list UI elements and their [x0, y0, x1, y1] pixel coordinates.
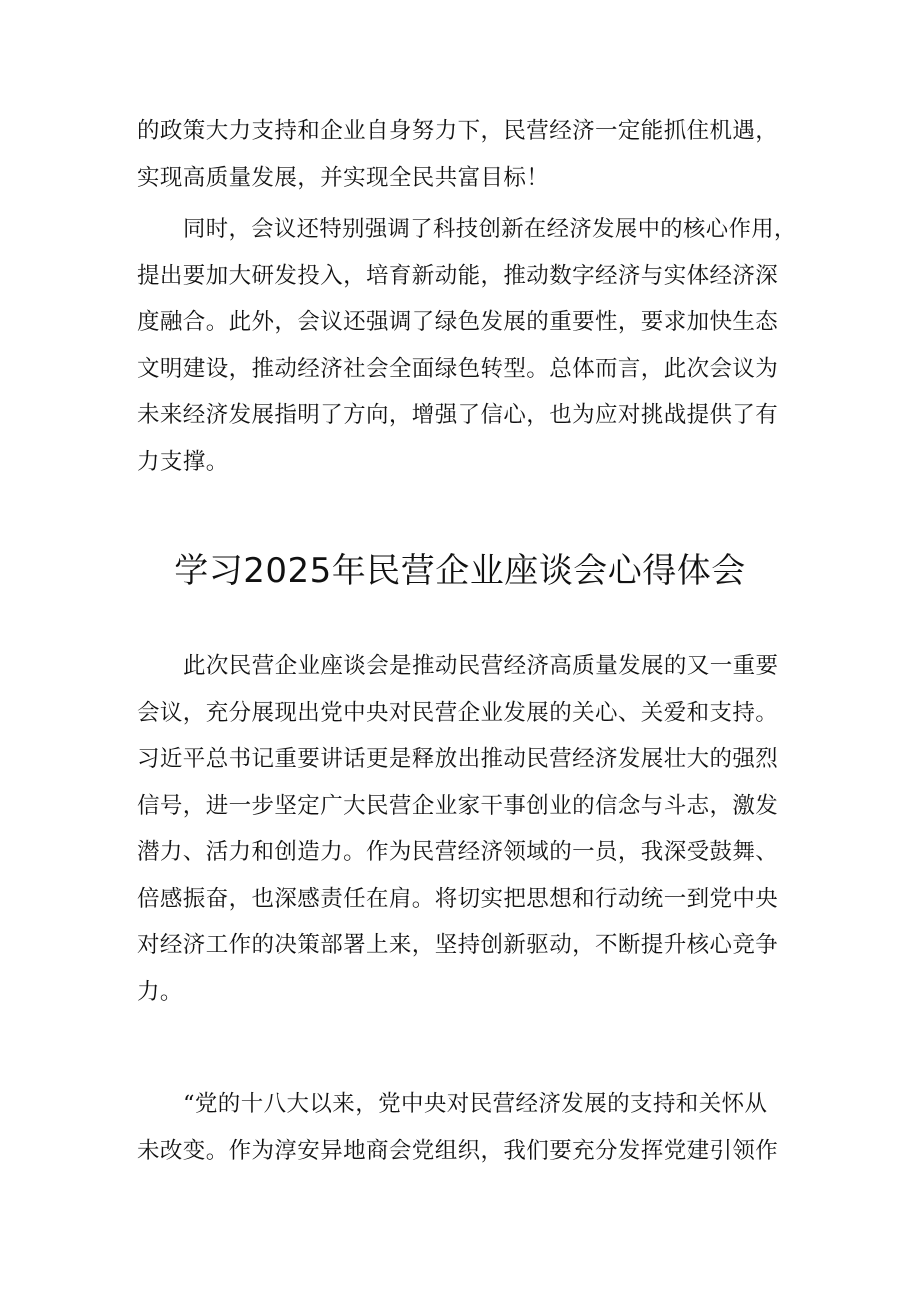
- text-line: 力支撑。: [137, 448, 229, 475]
- text-line: 未改变。作为淳安异地商会党组织，我们要充分发挥党建引领作: [137, 1137, 779, 1164]
- text-line: 提出要加大研发投入，培育新动能，推动数字经济与实体经济深: [137, 262, 779, 289]
- paragraph-policy-conclusion: [137, 108, 797, 201]
- text-line: 实现高质量发展，并实现全民共富目标！: [137, 164, 550, 191]
- text-line: 文明建设，推动经济社会全面绿色转型。总体而言，此次会议为: [137, 355, 779, 382]
- text-line: 习近平总书记重要讲话更是释放出推动民营经济发展壮大的强烈: [137, 746, 779, 772]
- text-line: 会议，充分展现出党中央对民营企业发展的关心、关爱和支持。: [137, 699, 779, 726]
- text-line: 同时，会议还特别强调了科技创新在经济发展中的核心作用，: [183, 216, 797, 242]
- text-line: 此次民营企业座谈会是推动民营经济高质量发展的又一重要: [183, 653, 779, 679]
- paragraph-tech-innovation: [137, 206, 797, 485]
- text-line: 的政策大力支持和企业自身努力下，民营经济一定能抓住机遇，: [137, 118, 779, 144]
- text-line: 对经济工作的决策部署上来，坚持创新驱动，不断提升核心竞争: [137, 932, 779, 958]
- paragraph-symposium-reflection: [137, 643, 797, 1015]
- text-line: 未来经济发展指明了方向，增强了信心，也为应对挑战提供了有: [137, 402, 779, 428]
- text-line: 潜力、活力和创造力。作为民营经济领域的一员，我深受鼓舞、: [137, 839, 779, 865]
- text-line: 度融合。此外，会议还强调了绿色发展的重要性，要求加快生态: [137, 309, 779, 335]
- text-line: 倍感振奋，也深感责任在肩。将切实把思想和行动统一到党中央: [137, 885, 779, 912]
- paragraph-chamber-party-quote: [137, 1081, 797, 1174]
- text-line: 信号，进一步坚定广大民营企业家干事创业的信念与斗志，激发: [137, 792, 779, 819]
- text-line: “党的十八大以来，党中央对民营经济发展的支持和关怀从: [183, 1091, 768, 1117]
- text-line: 力。: [137, 978, 183, 1005]
- section-title: 学习2025年民营企业座谈会心得体会: [174, 551, 746, 591]
